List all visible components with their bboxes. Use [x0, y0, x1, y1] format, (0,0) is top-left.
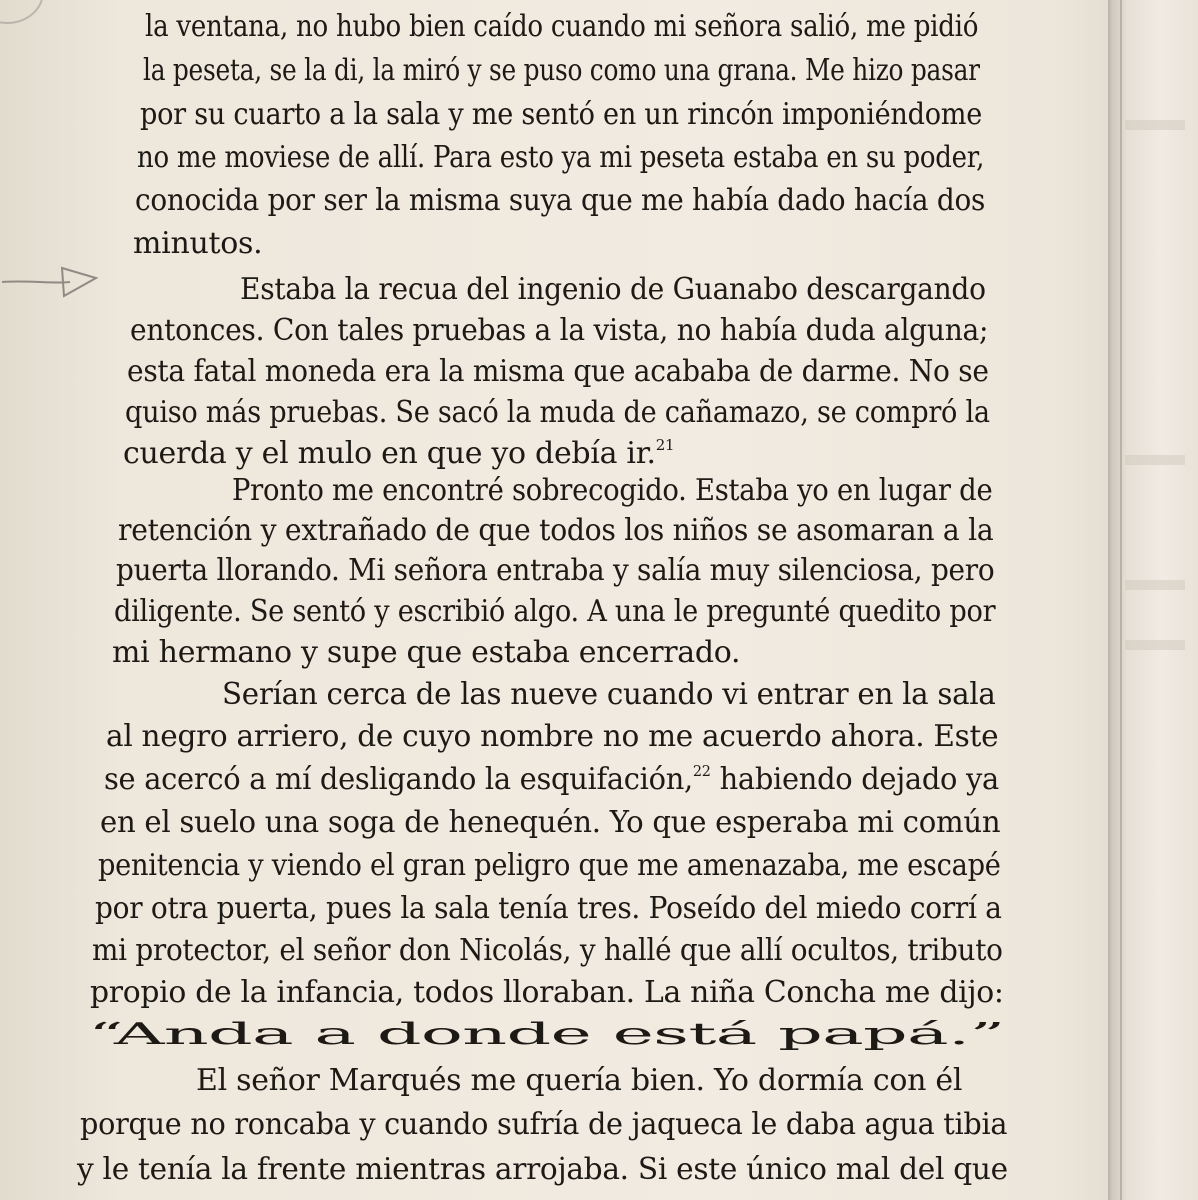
text-line: esta fatal moneda era la misma que acababa de darme. No se: [127, 354, 989, 389]
text-line: entonces. Con tales pruebas a la vista, no había duda alguna;: [130, 313, 989, 348]
text-line: cuerda y el mulo en que yo debía ir.$^{21}$: [123, 436, 675, 471]
text-line: y le tenía la frente mientras arrojaba. Si este único mal del que: [77, 1152, 1008, 1187]
text-line: en el suelo una soga de henequén. Yo que esperaba mi común: [100, 805, 1001, 840]
text-line: puerta llorando. Mi señora entraba y salía muy silenciosa, pero: [116, 553, 995, 588]
text-line: por otra puerta, pues la sala tenía tres. Poseído del miedo corrí a: [95, 891, 1002, 926]
text-line: diligente. Se sentó y escribió algo. A una le pregunté quedito por: [114, 594, 996, 629]
text-line: penitencia y viendo el gran peligro que me amenazaba, me escapé: [98, 848, 1001, 883]
text-line: retención y extrañado de que todos los niños se asomaran a la: [118, 513, 994, 548]
text-line: conocida por ser la misma suya que me había dado hacía dos: [135, 183, 986, 218]
text-line: minutos.: [133, 226, 263, 261]
text-line: Estaba la recua del ingenio de Guanabo descargando: [240, 272, 986, 307]
text-line: no me moviese de allí. Para esto ya mi peseta estaba en su poder,: [137, 140, 985, 175]
text-line: quiso más pruebas. Se sacó la muda de cañamazo, se compró la: [125, 395, 990, 430]
footnote-marker: 22: [692, 762, 711, 780]
footnote-marker: 21: [655, 436, 675, 454]
text-line: al negro arriero, de cuyo nombre no me acuerdo ahora. Este: [106, 719, 999, 754]
text-line: mi hermano y supe que estaba encerrado.: [112, 635, 741, 670]
text-line: la ventana, no hubo bien caído cuando mi señora salió, me pidió: [145, 9, 979, 44]
text-line: porque no roncaba y cuando sufría de jaqueca le daba agua tibia: [80, 1107, 1008, 1142]
text-line: El señor Marqués me quería bien. Yo dormía con él: [196, 1063, 963, 1098]
text-line: Serían cerca de las nueve cuando vi entrar en la sala: [222, 677, 996, 712]
text-line: por su cuarto a la sala y me sentó en un rincón imponiéndome: [140, 97, 983, 132]
text-line: mi protector, el señor don Nicolás, y hallé que allí ocultos, tributo: [92, 933, 1003, 968]
text-line: “Anda a donde está papá.”: [88, 1017, 1005, 1052]
text-line: la peseta, se la di, la miró y se puso como una grana. Me hizo pasar: [143, 53, 980, 88]
text-line: se acercó a mí desligando la esquifación,$^{22}$ habiendo dejado ya: [104, 762, 999, 797]
text-line: Pronto me encontré sobrecogido. Estaba yo en lugar de: [232, 473, 993, 508]
text-line: propio de la infancia, todos lloraban. La niña Concha me dijo:: [90, 975, 1004, 1010]
